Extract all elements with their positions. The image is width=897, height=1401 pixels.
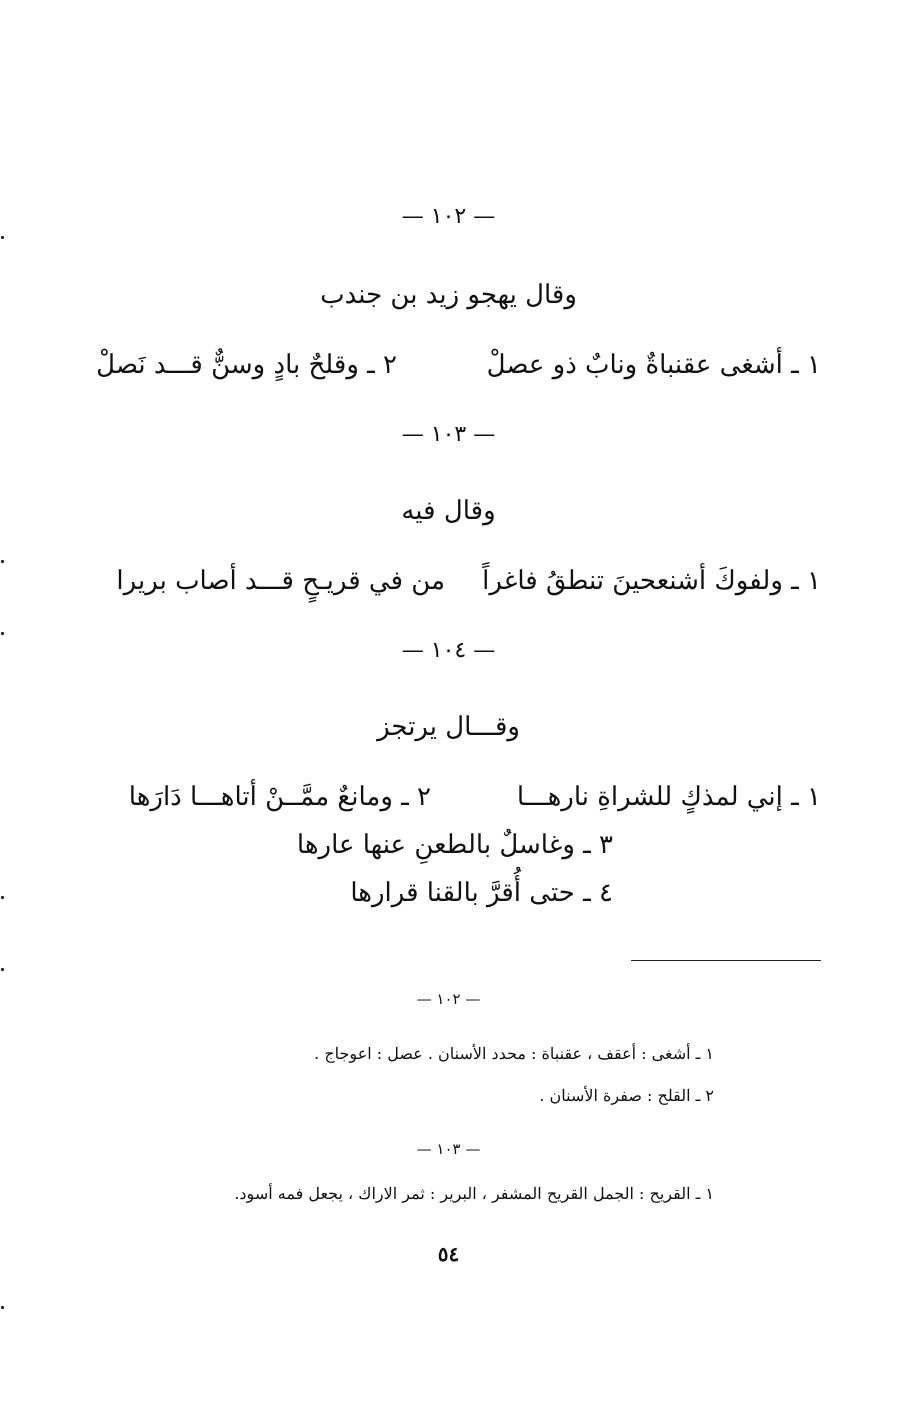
scan-speck xyxy=(1,632,4,635)
footnote-number: — ١٠٢ — xyxy=(416,990,481,1008)
poem-heading: وقال يهجو زيد بن جندب xyxy=(320,280,577,310)
verse-second-hemistich: ٢ ـ وقلحٌ بادٍ وسنٌّ قـــد نَصلْ xyxy=(96,350,397,380)
verse-second-hemistich: من في قريـحٍ قـــد أصاب بريرا xyxy=(116,566,445,596)
verse-single: ٤ ـ حتى أُقرَّ بالقنا قرارها xyxy=(350,878,613,908)
poem-number: — ١٠٢ — xyxy=(401,204,496,229)
poem-number: — ١٠٣ — xyxy=(401,422,496,447)
verse-first-hemistich: ١ ـ ولفوكَ أشنعحينَ تنطقُ فاغراً xyxy=(482,566,821,596)
scan-speck xyxy=(1,560,4,563)
verse-first-hemistich: ١ ـ أشغى عقنباةٌ ونابٌ ذو عصلْ xyxy=(486,350,821,380)
footnote-item: ٢ ـ القلح : صفرة الأسنان . xyxy=(539,1086,714,1105)
scan-speck xyxy=(1,1306,4,1309)
footnote-item: ١ ـ القريح : الجمل القريح المشفر ، البرير : ثمر الاراك ، يجعل فمه أسود. xyxy=(234,1184,714,1203)
footnote-item: ١ ـ أشغى : أعقف ، عقنباة : محدد الأسنان . عصل : اعوجاج . xyxy=(314,1044,714,1063)
verse-single: ٣ ـ وغاسلٌ بالطعنِ عنها عارها xyxy=(296,830,613,860)
page-number: ٥٤ xyxy=(437,1242,460,1266)
poem-number: — ١٠٤ — xyxy=(401,638,496,663)
poem-heading: وقال فيه xyxy=(401,496,496,526)
scan-speck xyxy=(1,896,4,899)
scan-speck xyxy=(1,236,4,239)
verse-first-hemistich: ١ ـ إني لمذكٍ للشراةِ نارهـــا xyxy=(516,782,821,812)
footnote-separator xyxy=(631,960,821,961)
verse-second-hemistich: ٢ ـ ومانعٌ ممَّــنْ أتاهـــا دَارَها xyxy=(128,782,431,812)
poem-heading: وقـــال يرتجز xyxy=(377,712,520,742)
scan-speck xyxy=(1,968,4,971)
footnote-number: — ١٠٣ — xyxy=(416,1140,481,1158)
